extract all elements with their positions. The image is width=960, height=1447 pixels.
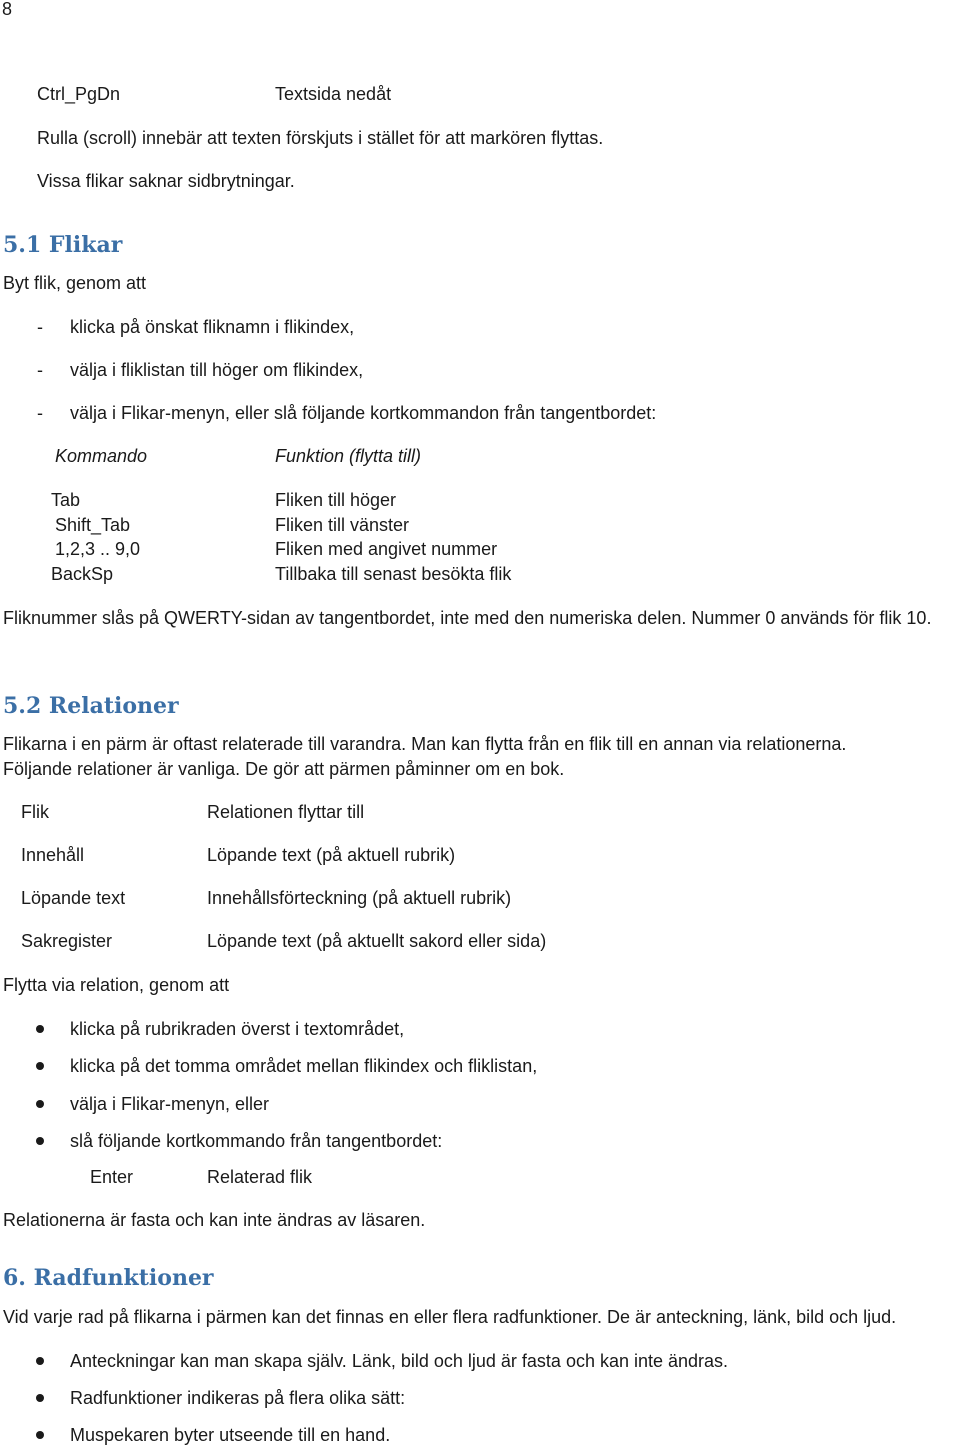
bullet-icon bbox=[36, 1357, 44, 1365]
relation-cell-tab: Löpande text bbox=[21, 888, 126, 908]
bullet-item: Muspekaren byter utseende till en hand. bbox=[70, 1425, 391, 1445]
bullet-icon bbox=[36, 1062, 44, 1070]
radfunktioner-intro: Vid varje rad på flikarna i pärmen kan det finnas en eller flera radfunktioner. De är anteckning, länk, bild och ljud. bbox=[3, 1307, 897, 1327]
section-heading-relationer: 5.2 Relationer bbox=[3, 693, 179, 719]
table-cell-key: BackSp bbox=[51, 564, 114, 584]
bullet-item: klicka på det tomma området mellan flikindex och fliklistan, bbox=[70, 1056, 538, 1076]
dash-marker: - bbox=[37, 317, 43, 337]
page-number: 8 bbox=[2, 0, 13, 19]
bullet-item: välja i Flikar-menyn, eller bbox=[70, 1094, 270, 1114]
table-cell-desc: Tillbaka till senast besökta flik bbox=[275, 564, 512, 584]
table-cell-key: Shift_Tab bbox=[55, 515, 131, 535]
relation-cell-target: Innehållsförteckning (på aktuell rubrik) bbox=[207, 888, 512, 908]
relation-cell-target: Löpande text (på aktuell rubrik) bbox=[207, 845, 456, 865]
bullet-icon bbox=[36, 1431, 44, 1439]
table-header-command: Kommando bbox=[55, 446, 148, 466]
relation-header-target: Relationen flyttar till bbox=[207, 802, 365, 822]
relations-fixed-note: Relationerna är fasta och kan inte ändras av läsaren. bbox=[3, 1210, 426, 1230]
bullet-icon bbox=[36, 1137, 44, 1145]
relation-cell-tab: Sakregister bbox=[21, 931, 113, 951]
flikar-intro: Byt flik, genom att bbox=[3, 273, 147, 293]
page-break-note: Vissa flikar saknar sidbrytningar. bbox=[37, 171, 295, 191]
dash-marker: - bbox=[37, 403, 43, 423]
scroll-note: Rulla (scroll) innebär att texten förskjuts i stället för att markören flyttas. bbox=[37, 128, 604, 148]
tab-number-note: Fliknummer slås på QWERTY-sidan av tangentbordet, inte med den numeriska delen. Nummer 0 används för flik 10. bbox=[3, 608, 932, 628]
relationer-paragraph: Följande relationer är vanliga. De gör att pärmen påminner om en bok. bbox=[3, 759, 565, 779]
relation-shortcut-key: Enter bbox=[90, 1167, 134, 1187]
table-cell-desc: Fliken till vänster bbox=[275, 515, 410, 535]
bullet-item: Radfunktioner indikeras på flera olika sätt: bbox=[70, 1388, 406, 1408]
bullet-item: slå följande kortkommando från tangentbordet: bbox=[70, 1131, 443, 1151]
bullet-icon bbox=[36, 1100, 44, 1108]
relation-shortcut-desc: Relaterad flik bbox=[207, 1167, 313, 1187]
relationer-paragraph: Flikarna i en pärm är oftast relaterade till varandra. Man kan flytta från en flik till en annan via relationerna. bbox=[3, 734, 847, 754]
shortcut-key: Ctrl_PgDn bbox=[37, 84, 121, 104]
dash-list-item: välja i fliklistan till höger om flikindex, bbox=[70, 360, 364, 380]
table-header-function: Funktion (flytta till) bbox=[275, 446, 422, 466]
bullet-icon bbox=[36, 1025, 44, 1033]
bullet-icon bbox=[36, 1394, 44, 1402]
table-cell-desc: Fliken till höger bbox=[275, 490, 397, 510]
section-heading-flikar: 5.1 Flikar bbox=[3, 232, 123, 258]
table-cell-key: Tab bbox=[51, 490, 81, 510]
section-heading-radfunktioner: 6. Radfunktioner bbox=[3, 1265, 214, 1291]
bullet-item: Anteckningar kan man skapa själv. Länk, bild och ljud är fasta och kan inte ändras. bbox=[70, 1351, 729, 1371]
relation-header-tab: Flik bbox=[21, 802, 49, 822]
relation-cell-target: Löpande text (på aktuellt sakord eller sida) bbox=[207, 931, 547, 951]
relation-cell-tab: Innehåll bbox=[21, 845, 85, 865]
dash-list-item: klicka på önskat fliknamn i flikindex, bbox=[70, 317, 355, 337]
bullet-item: klicka på rubrikraden överst i textområdet, bbox=[70, 1019, 405, 1039]
move-via-relation-intro: Flytta via relation, genom att bbox=[3, 975, 230, 995]
dash-marker: - bbox=[37, 360, 43, 380]
shortcut-description: Textsida nedåt bbox=[275, 84, 392, 104]
table-cell-key: 1,2,3 .. 9,0 bbox=[55, 539, 141, 559]
dash-list-item: välja i Flikar-menyn, eller slå följande kortkommandon från tangentbordet: bbox=[70, 403, 657, 423]
table-cell-desc: Fliken med angivet nummer bbox=[275, 539, 498, 559]
